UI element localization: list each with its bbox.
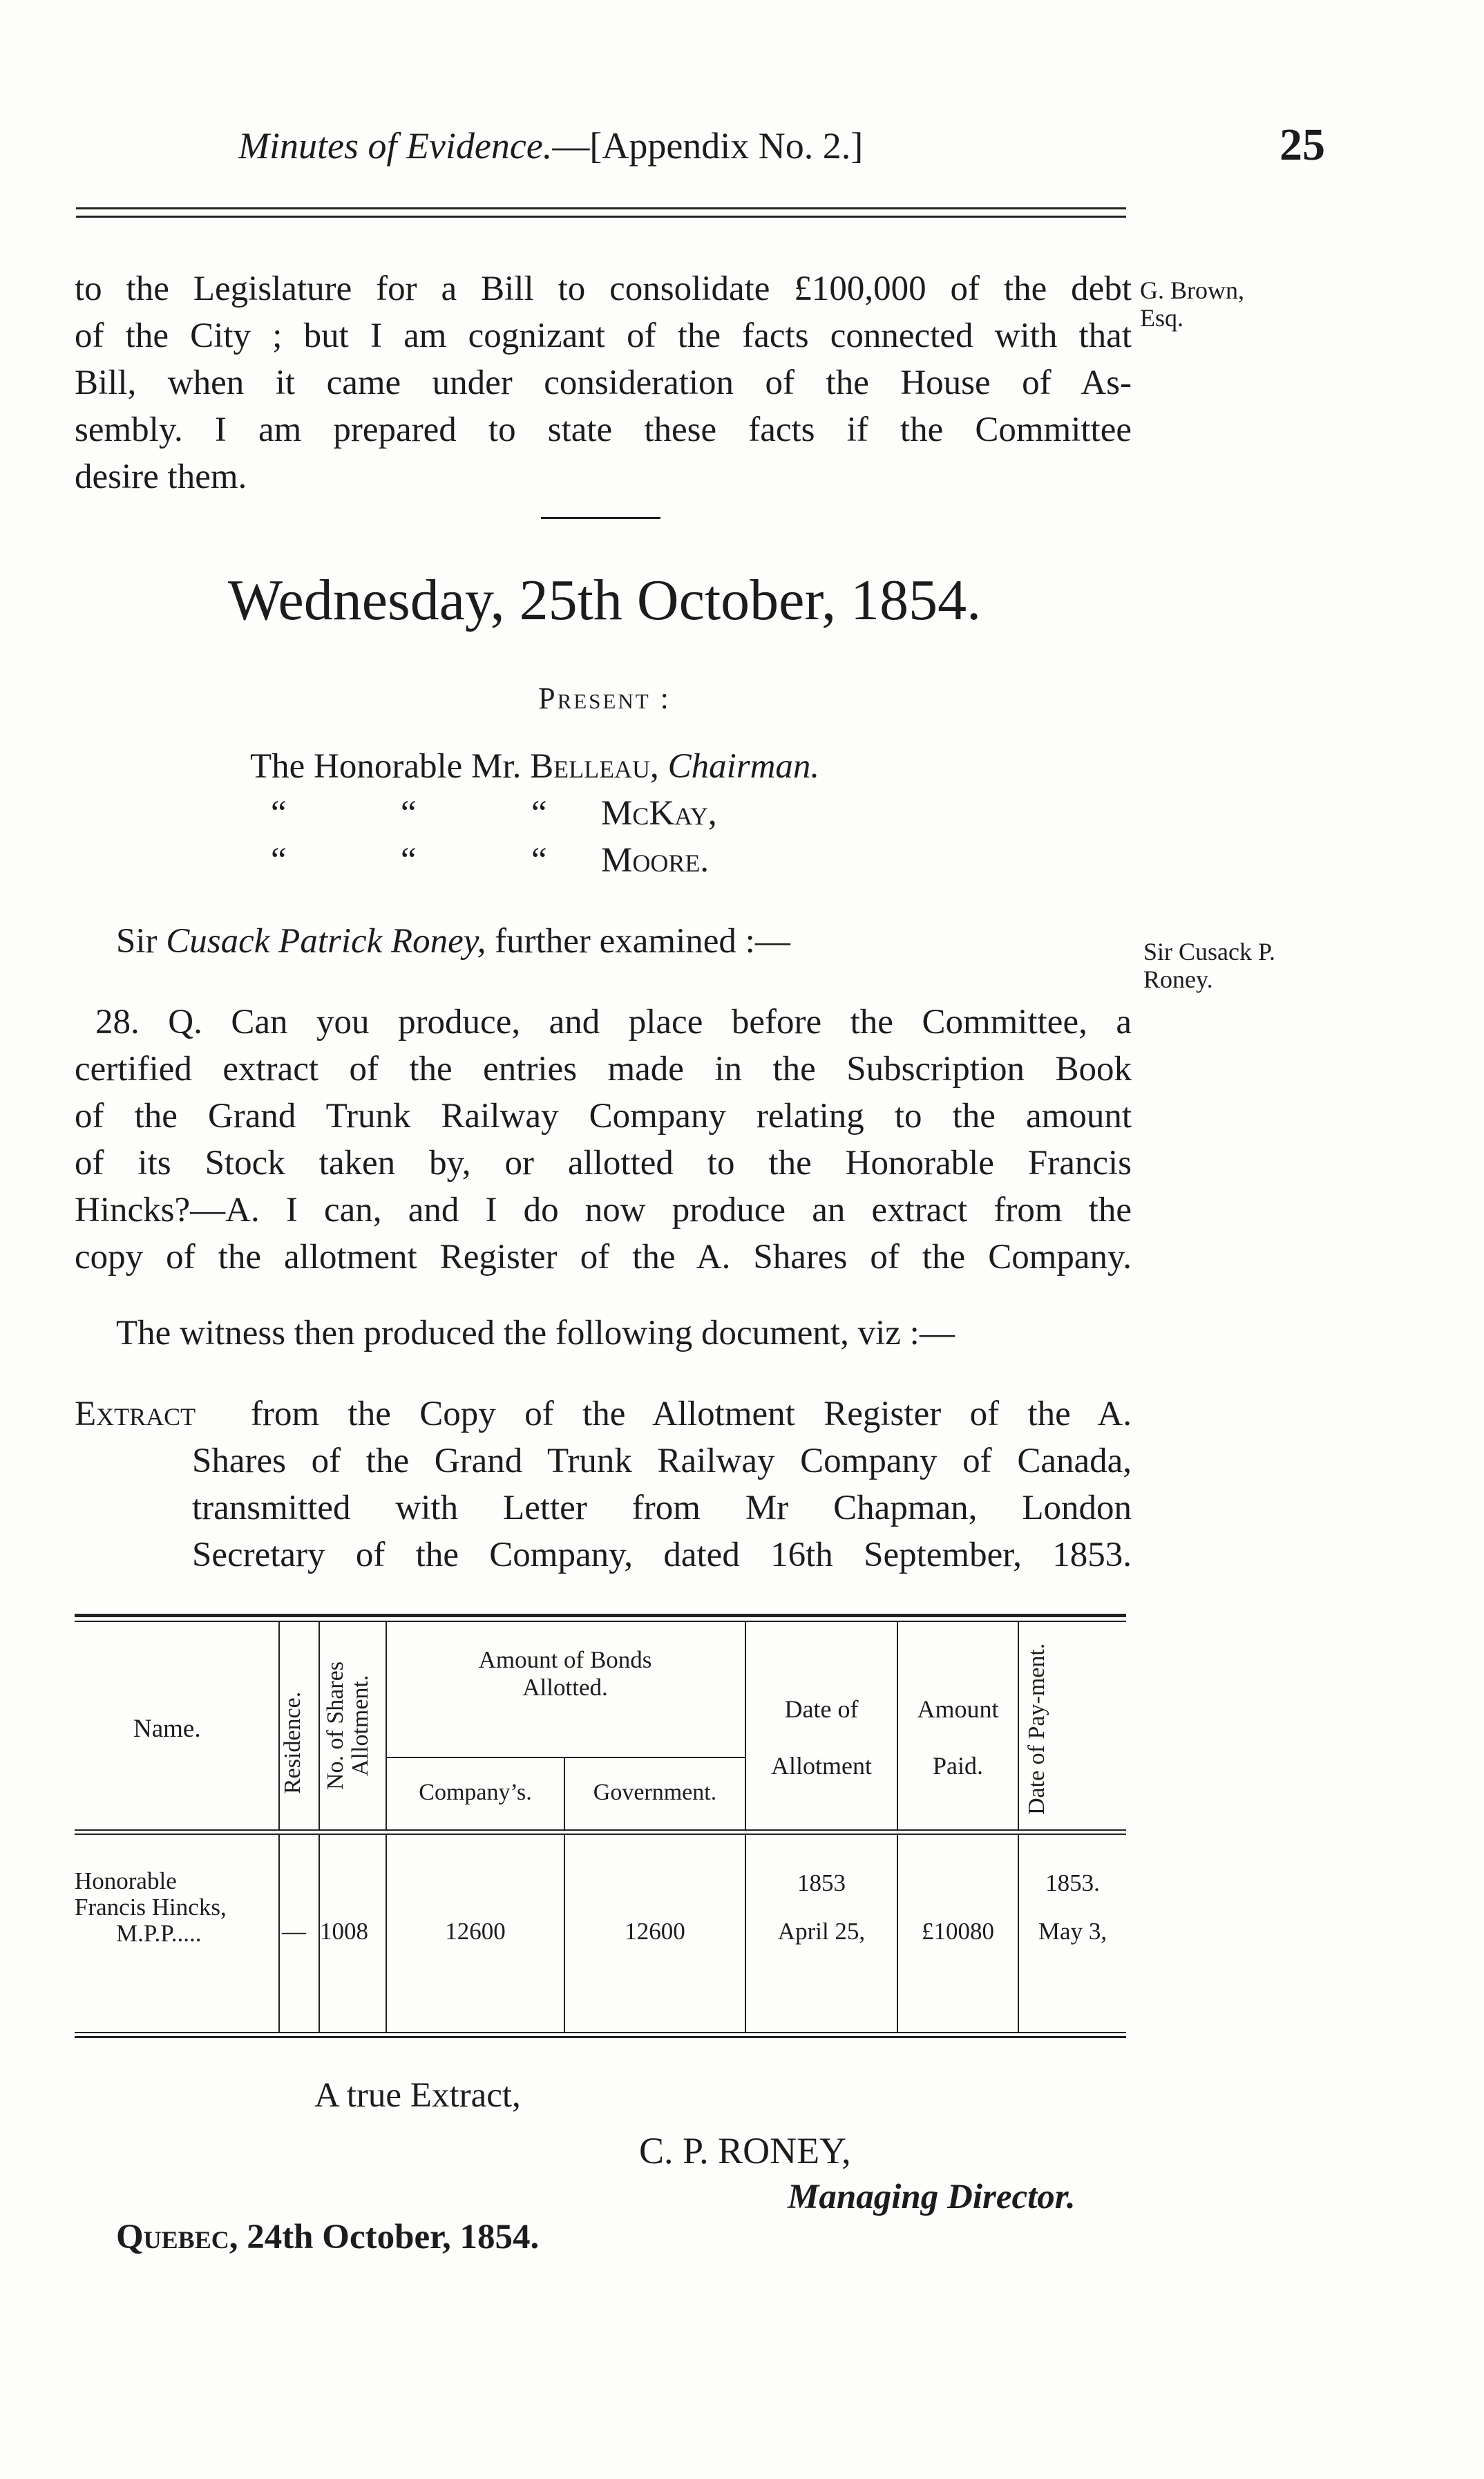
col-header-government: Government. xyxy=(593,1780,717,1805)
col-header-date-payment: Date of Pay-ment. xyxy=(1024,1643,1049,1816)
intro-line: desire them. xyxy=(75,458,247,496)
witness-suffix: further examined :— xyxy=(495,922,790,961)
witness-intro xyxy=(116,918,790,965)
question-28 xyxy=(75,999,1132,1281)
member-chairman xyxy=(250,743,819,790)
table-bottom-rule-2 xyxy=(75,2036,1126,2038)
running-header xyxy=(238,124,863,167)
session-date-heading: Wednesday, 25th October, 1854. xyxy=(227,568,982,632)
intro-line: sembly. I am prepared to state these facts if the Committee xyxy=(75,411,1132,449)
signature-name: C. P. RONEY, xyxy=(639,2130,851,2171)
ditto-mark: “ xyxy=(531,841,547,880)
member-name: Belleau, xyxy=(530,747,659,786)
col-header-amount-paid xyxy=(898,1681,1018,1794)
cell-name-line: M.P.P..... xyxy=(116,1920,202,1947)
table-top-rule xyxy=(75,1614,1126,1617)
header-rule-2 xyxy=(76,216,1126,218)
intro-line: Bill, when it came under consideration of the House of As- xyxy=(75,364,1132,402)
margin-note-line: Esq. xyxy=(1140,304,1183,332)
extract-line: Secretary of the Company, dated 16th September, 1853. xyxy=(192,1536,1132,1574)
col-header-name: Name. xyxy=(133,1715,201,1743)
col-header-amount-paid-line: Paid. xyxy=(932,1752,983,1780)
intro-paragraph xyxy=(75,265,1132,500)
margin-note-line: G. Brown, xyxy=(1140,276,1244,304)
table-header-rule xyxy=(75,1829,1126,1831)
signature-place-date xyxy=(116,2214,539,2261)
member-name: Moore. xyxy=(601,841,710,880)
margin-note-brown xyxy=(1140,276,1244,332)
header-appendix: —[Appendix No. 2.] xyxy=(552,125,864,167)
col-header-date-allotment-line: Date of xyxy=(784,1695,859,1723)
margin-note-roney xyxy=(1143,938,1275,993)
col-header-shares: No. of Shares Allotment. xyxy=(323,1661,373,1791)
cell-amount-paid: £10080 xyxy=(922,1918,994,1945)
member-prefix: The Honorable xyxy=(250,747,463,786)
question-line: of the Grand Trunk Railway Company relating to the amount xyxy=(75,1097,1132,1135)
cell-name-line: Honorable xyxy=(75,1867,177,1894)
cell-companys: 12600 xyxy=(445,1918,506,1945)
intro-line: to the Legislature for a Bill to consolidate £100,000 of the debt xyxy=(75,270,1132,308)
signature-date: 24th October, 1854. xyxy=(247,2218,540,2256)
extract-line: from the Copy of the Allotment Register of the A. xyxy=(251,1395,1132,1433)
table-row xyxy=(75,1835,1126,2032)
extract-line: transmitted with Letter from Mr Chapman, London xyxy=(192,1489,1132,1527)
cell-residence: — xyxy=(282,1918,306,1945)
question-line: 28. Q. Can you produce, and place before the Committee, a xyxy=(95,1003,1132,1041)
ditto-mark: “ xyxy=(271,841,287,880)
present-label: Present : xyxy=(538,681,671,715)
table-bottom-rule xyxy=(75,2032,1126,2033)
extract-label: Extract xyxy=(75,1395,196,1433)
ditto-mark: “ xyxy=(401,794,417,833)
cell-name-line: Francis Hincks, xyxy=(75,1894,227,1921)
true-extract: A true Extract, xyxy=(314,2076,521,2115)
question-line: Hincks?—A. I can, and I do now produce an extract from the xyxy=(75,1191,1132,1229)
header-rule-1 xyxy=(76,207,1126,209)
allotment-table xyxy=(75,1614,1126,2038)
section-divider xyxy=(541,517,660,519)
cell-allotment-date: April 25, xyxy=(777,1918,866,1945)
margin-note-line: Sir Cusack P. xyxy=(1143,938,1276,965)
cell-allotment-year: 1853 xyxy=(797,1869,846,1896)
intro-line: of the City ; but I am cognizant of the facts connected with that xyxy=(75,317,1132,355)
question-line: copy of the allotment Register of the A. Shares of the Company. xyxy=(75,1238,1132,1276)
signature-title: Managing Director. xyxy=(788,2178,1076,2216)
member-role: Chairman. xyxy=(667,747,820,786)
extract-line: Shares of the Grand Trunk Railway Company of Canada, xyxy=(192,1442,1132,1480)
member-title: Mr. xyxy=(471,747,522,786)
margin-note-line: Roney. xyxy=(1143,965,1213,993)
col-header-amount-paid-line: Amount xyxy=(917,1695,999,1723)
col-header-residence: Residence. xyxy=(280,1691,305,1795)
col-header-date-allotment-line: Allotment xyxy=(771,1752,872,1780)
witness-name: Cusack Patrick Roney, xyxy=(166,922,486,961)
ditto-mark: “ xyxy=(531,794,547,833)
extract-heading xyxy=(75,1391,1132,1578)
cell-payment-year: 1853. xyxy=(1045,1869,1100,1896)
cell-shares: 1008 xyxy=(320,1918,368,1945)
question-line: certified extract of the entries made in the Subscription Book xyxy=(75,1050,1132,1088)
col-header-bonds: Amount of Bonds Allotted. xyxy=(478,1646,652,1701)
col-header-companys: Company’s. xyxy=(419,1780,532,1805)
col-header-date-allotment xyxy=(746,1681,897,1794)
table-header xyxy=(75,1622,1126,1829)
cell-government: 12600 xyxy=(625,1918,685,1945)
header-title: Minutes of Evidence. xyxy=(238,125,553,167)
member-name: McKay, xyxy=(601,794,717,833)
cell-payment-date: May 3, xyxy=(1038,1918,1107,1945)
cell-name xyxy=(75,1868,227,1947)
witness-produced: The witness then produced the following document, viz :— xyxy=(116,1314,955,1352)
ditto-mark: “ xyxy=(401,841,417,880)
ditto-mark: “ xyxy=(271,794,287,833)
witness-prefix: Sir xyxy=(116,922,158,961)
signature-place: Quebec, xyxy=(116,2218,238,2256)
question-line: of its Stock taken by, or allotted to the Honorable Francis xyxy=(75,1144,1132,1182)
page-number: 25 xyxy=(1280,120,1325,170)
